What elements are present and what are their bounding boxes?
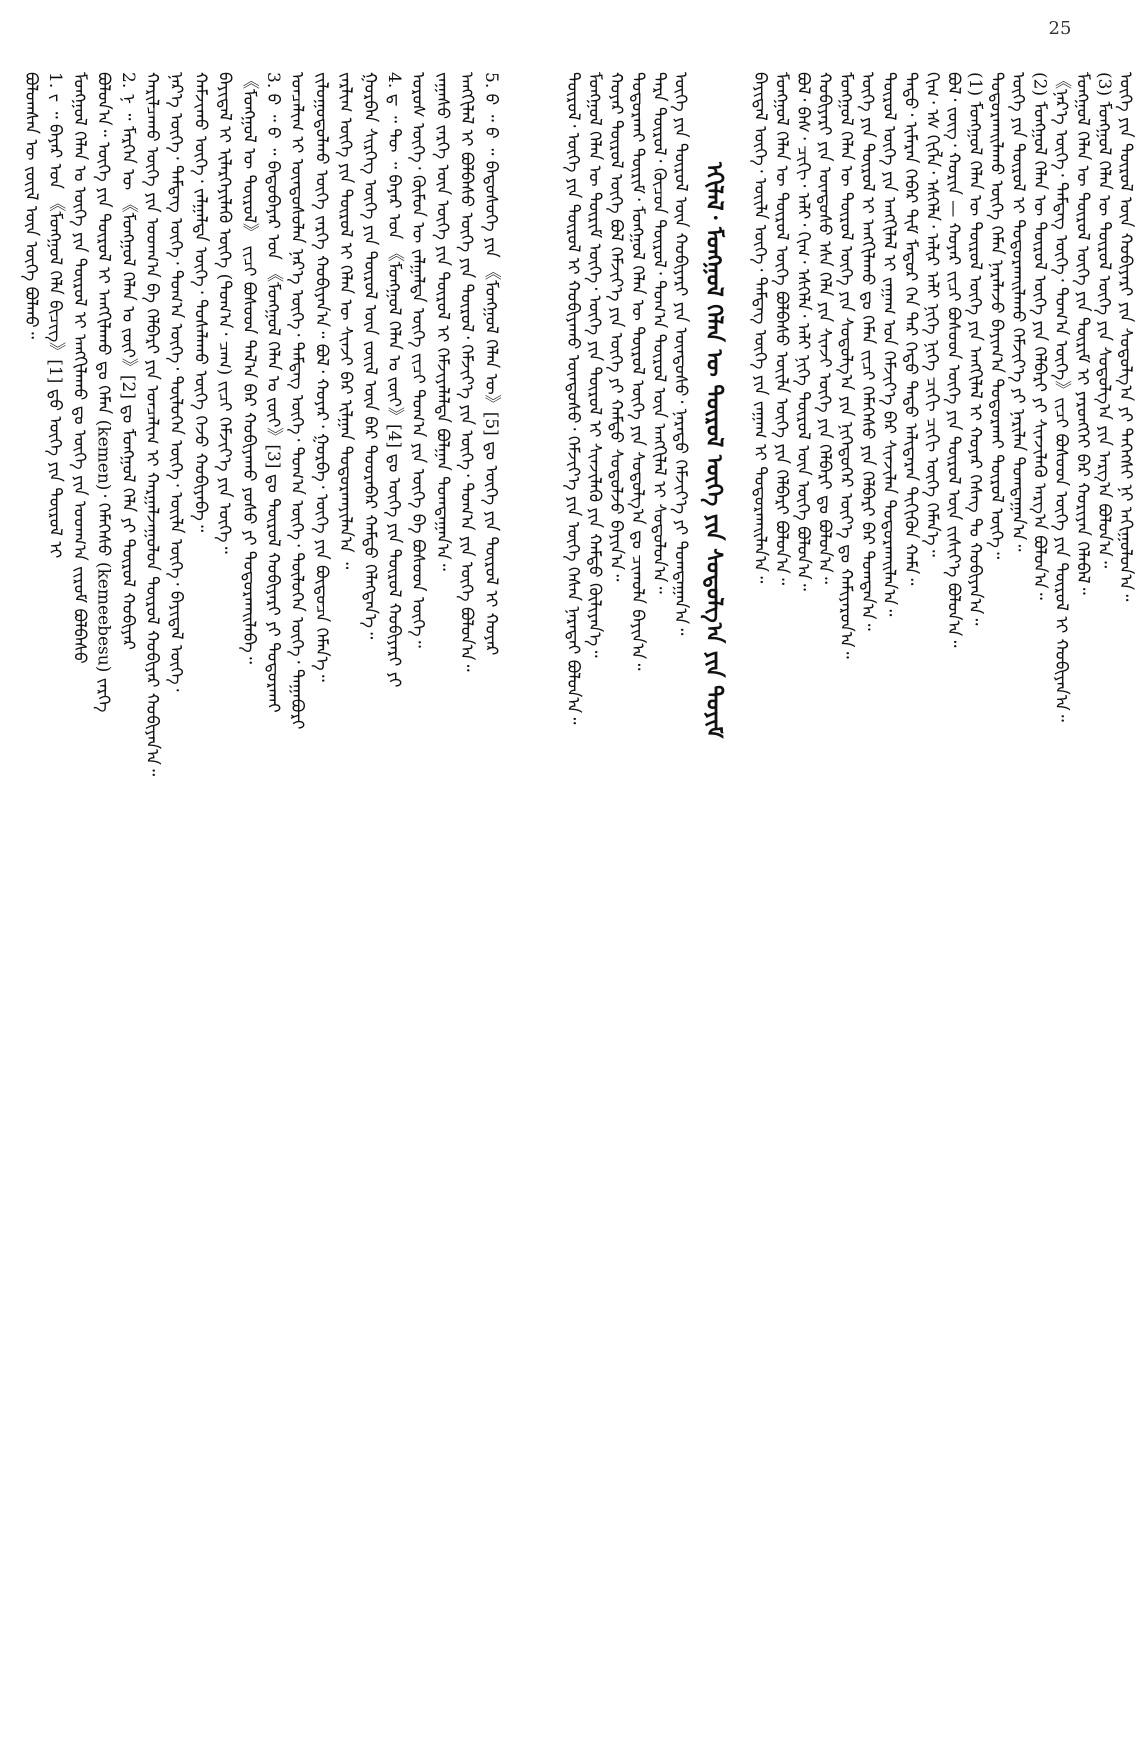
right-line: ᠪᠣᠯ᠂ ᠪᠠᠰ᠂ ᠴᠢᠭᠢ᠂ ᠠᠯᠢ᠂ ᠭᠢᠬ᠂ ᠡᠰᠭᠡᠯᠡ᠂ ᠠᠯᠢ ᠨᠢᠭᠡ ᠲᠥᠷᠥᠯ ᠦᠨ ᠦᠭᠡ ᠪᠣᠯᠤᠨ᠎ᠠ᠃	[793, 72, 813, 591]
right-line: ᠬᠤᠪᠢᠶᠠᠷᠢ ᠶᠢᠨ ᠦᠨᠳᠦᠰᠦ ᠡᠰᠡ ᠬᠡᠯᠡ ᠶᠢᠨ ᠰᠢᠨᠵᠢ ᠦᠭᠡ ᠶᠢᠨ ᠬᠡᠯᠪᠡᠷᠢ ᠳᠤ ᠪᠣᠯᠤᠨ᠎ᠠ᠃	[814, 72, 835, 584]
left-text-column	[20, 72, 520, 1662]
right-line: ᠪᠣᠯ᠂ ᠵᠦᠭ᠂ ᠬᠣᠷᠢᠨ — ᠬᠣᠶᠠᠷ ᠵᠢᠴᠢ ᠪᠤᠰᠤᠳ ᠦᠭᠡ ᠶᠢᠨ ᠲᠥᠷᠥᠯ ᠦᠨ ᠵᠢᠱᠢᠶ᠎ᠡ ᠪᠣᠯᠤᠨ᠎ᠠ᠃	[943, 72, 964, 648]
left-line: ᠠᠩᠭᠢᠯᠠᠯ ᠢ ᠪᠣᠯᠪᠠᠰᠤ ᠦᠭᠡ ᠶᠢᠨ ᠲᠥᠷᠥᠯ᠂ ᠬᠡᠮᠵᠢᠶ᠎ᠡ ᠶᠢᠨ ᠦᠭᠡ᠂ ᠲᠣᠭ᠎ᠠ ᠶᠢᠨ ᠦᠭᠡ ᠪᠣᠯᠤᠨ᠎ᠠ᠃	[456, 72, 477, 672]
left-line: ᠬᠠᠮᠵᠢᠬᠤ ᠦᠭᠡ᠂ ᠵᠠᠯᠭᠠᠯᠲᠠ ᠦᠭᠡ᠂ ᠲᠤᠰᠠᠯᠠᠬᠤ ᠦᠭᠡ ᠭᠡᠵᠦ ᠬᠤᠪᠢᠶᠠᠪᠠ᠃	[190, 72, 211, 533]
left-line: ᠭᠤᠷᠪᠠᠨ ᠰᠢᠷᠬᠡᠭ ᠦᠭᠡ ᠶᠢᠨ ᠲᠥᠷᠥᠯ ᠦᠨ ᠵᠦᠢᠯ ᠦᠨ ᠪᠠᠷ ᠳᠣᠣᠷᠠᠪᠡᠷ ᠬᠠᠮᠲᠤ ᠬᠡᠯᠡᠭᠳᠡᠨ᠎ᠡ᠃	[359, 72, 380, 640]
left-line: ᠮᠣᠩᠭᠣᠯ ᠬᠡᠯᠡᠨ ᠤ ᠦᠭᠡ ᠶᠢᠨ ᠲᠥᠷᠥᠯ ᠢ ᠠᠩᠭᠢᠯᠠᠬᠤ ᠳᠤ ᠦᠭᠡ ᠶᠢᠨ ᠤᠳᠬ᠎ᠠ ᠵᠢᠷᠤᠮ ᠪᠣᠯᠪᠠᠰᠤ	[69, 72, 90, 664]
right-line: (2) ᠮᠣᠩᠭᠣᠯ ᠬᠡᠯᠡᠨ ᠦ ᠲᠥᠷᠥᠯ ᠦᠭᠡ ᠶᠢᠨ ᠬᠡᠯᠪᠡᠷᠢ ᠶᠢ ᠰᠢᠨᠵᠢᠯᠡᠬᠦ ᠠᠷᠭ᠎ᠠ ᠪᠣᠯᠤᠨ᠎ᠠ᠃	[1029, 72, 1050, 600]
page-number: 25	[1048, 18, 1072, 39]
section-heading: ᠡᠬᠢᠯᠡᠯ᠂ ᠮᠣᠩᠭᠣᠯ ᠬᠡᠯᠡᠨ ᠦ ᠲᠥᠷᠥᠯ ᠦᠭᠡ ᠶᠢᠨ ᠰᠤᠳᠤᠯᠭ᠎ᠠ ᠶᠢᠨ ᠲᠣᠶᠢᠮ	[701, 162, 727, 739]
right-text-column	[560, 72, 1136, 1662]
left-line: 4. ᠳ ᠃ ᠲᠥ ᠃ ᠪᠠᠶᠠᠷ ᠤᠨ 《ᠮᠣᠩᠭᠣᠯ ᠬᠡᠯᠡᠨ ᠤ ᠵᠦᠢ》[4] ᠳᠤ ᠦᠭᠡ ᠶᠢᠨ ᠲᠥᠷᠥᠯ ᠬᠤᠪᠢᠶᠠᠷᠢ ᠶᠢ	[384, 72, 404, 688]
left-line: ᠣᠨᠴᠠᠯᠢᠭ ᠢ ᠦᠨᠳᠦᠰᠦᠯᠡᠨ ᠨᠡᠷ᠎ᠡ ᠦᠭᠡ᠂ ᠲᠡᠮᠳᠡᠭ ᠦᠭᠡ᠂ ᠲᠣᠭ᠎ᠠ ᠦᠭᠡ᠂ ᠲᠥᠯᠦᠭᠡᠨ ᠦᠭᠡ᠂ ᠳᠠᠭᠠᠪᠤᠷᠢ	[287, 72, 308, 730]
left-line: ᠪᠣᠯᠤᠨ᠎ᠠ᠃ ᠦᠭᠡ ᠶᠢᠨ ᠲᠥᠷᠥᠯ ᠢ ᠠᠩᠭᠢᠯᠠᠬᠤ ᠳᠤ ᠬᠡᠮᠡᠨ (kemen)᠂ ᠬᠡᠮᠡᠭᠡᠰᠦ (kemeebesu) ᠵᠡᠷᠭᠡ	[93, 72, 114, 713]
right-line: ᠭᠢᠬ᠂ ᠡᠰ ᠭᠢᠬᠯᠡ᠂ ᠡᠰᠭᠡᠯᠡ᠂ ᠠᠯᠢᠷ ᠠᠯᠢ ᠨᠢᠭᠡ ᠨᠢᠭᠡ ᠴᠢᠭᠢ ᠴᠢᠭᠢ ᠦᠭᠡ ᠬᠡᠮᠡᠨ᠎ᠡ᠃	[922, 72, 942, 557]
right-line: ᠮᠣᠩᠭᠣᠯ ᠬᠡᠯᠡᠨ ᠦ ᠲᠥᠷᠥᠯ ᠦᠭᠡ ᠪᠣᠯᠪᠠᠰᠤ ᠦᠢᠯᠡ ᠦᠭᠡ ᠶᠢᠨ ᠬᠡᠯᠪᠡᠷᠢ ᠪᠣᠯᠤᠨ᠎ᠠ᠃	[771, 72, 792, 586]
left-line: 《ᠮᠣᠩᠭᠣᠯ ᠦ ᠲᠥᠷᠥᠯ》 ᠵᠢᠴᠢ ᠪᠤᠰᠤᠳ ᠲᠠᠯ᠎ᠠ ᠪᠠᠷ ᠬᠤᠪᠢᠶᠠᠬᠤ ᠶᠤᠰᠤ ᠶᠢ ᠲᠣᠳᠤᠷᠬᠠᠢᠯᠠᠪᠠ᠃	[238, 72, 259, 664]
left-line: ᠨᠡᠷ᠎ᠡ ᠦᠭᠡ᠂ ᠲᠡᠮᠳᠡᠭ ᠦᠭᠡ᠂ ᠲᠣᠭ᠎ᠠ ᠦᠭᠡ᠂ ᠲᠥᠯᠦᠭᠡᠨ ᠦᠭᠡ᠂ ᠦᠢᠯᠡ ᠦᠭᠡ᠂ ᠪᠠᠶᠢᠳᠠᠯ ᠦᠭᠡ᠂	[166, 72, 187, 692]
right-line: ᠮᠣᠩᠭᠣᠯ ᠬᠡᠯᠡᠨ ᠦ ᠳᠦᠷᠢᠮ ᠦᠭᠡ᠂ ᠦᠭᠡ ᠶᠢᠨ ᠲᠥᠷᠥᠯ ᠢ ᠰᠢᠨᠵᠢᠯᠡᠬᠦ ᠶᠢᠨ ᠬᠠᠮᠲᠤ ᠬᠦᠯᠢᠶᠡᠨ᠎ᠡ᠃	[584, 72, 605, 658]
left-line: ᠬᠠᠷᠢᠯᠴᠠᠬᠤ ᠦᠭᠡ ᠶᠢᠨ ᠤᠳᠬ᠎ᠠ ᠪᠠ ᠬᠡᠯᠪᠡᠷᠢ ᠶᠢᠨ ᠣᠨᠴᠠᠯᠢᠭ ᠢ ᠬᠠᠷᠭᠠᠯᠵᠠᠭᠤᠯᠤᠨ ᠲᠥᠷᠥᠯ ᠬᠤᠪᠢᠶᠠᠷ ᠬᠤᠪᠢᠶᠠᠨ᠎ᠠ᠃	[142, 72, 162, 777]
right-line: 《ᠨᠡᠷ᠎ᠡ ᠦᠭᠡ᠂ ᠲᠡᠮᠳᠡᠭ ᠦᠭᠡ᠂ ᠲᠣᠭ᠎ᠠ ᠦᠭᠡ》ᠵᠢᠴᠢ ᠪᠤᠰᠤᠳ ᠦᠭᠡ ᠶᠢᠨ ᠲᠥᠷᠥᠯ ᠢ ᠬᠤᠪᠢᠶᠠᠨ᠎ᠠ᠃	[1051, 72, 1071, 722]
right-line: ᠦᠭᠡ ᠶᠢᠨ ᠲᠥᠷᠥᠯ ᠢ ᠲᠣᠳᠤᠷᠬᠠᠢᠯᠠᠬᠤ ᠬᠡᠮᠵᠢᠶ᠎ᠡ ᠶᠢ ᠨᠠᠷᠢᠯᠠᠨ ᠲᠣᠭᠲᠠᠭᠠᠨ᠎ᠠ᠃	[1008, 72, 1028, 552]
left-line: 3. ᠪ ᠃ ᠪ ᠃ ᠪᠠᠲᠤᠪᠠᠶᠠᠷ ᠤᠨ 《ᠮᠣᠩᠭᠣᠯ ᠬᠡᠯᠡᠨ ᠤ ᠵᠦᠢ》[3] ᠳᠤ ᠲᠥᠷᠥᠯ ᠬᠤᠪᠢᠶᠠᠷᠢ ᠶᠢ ᠲᠣᠳᠤᠷᠬᠠᠢ	[263, 72, 283, 713]
left-line: ᠣᠷᠣᠰ ᠦᠭᠡ᠂ ᠬᠦᠮᠦᠨ ᠦ ᠵᠠᠯᠭᠠᠯᠲᠠ ᠦᠭᠡ ᠵᠢᠴᠢ ᠲᠣᠭ᠎ᠠ ᠶᠢᠨ ᠦᠭᠡ ᠪᠠ ᠪᠤᠰᠤᠳ ᠦᠭᠡ᠃	[408, 72, 429, 648]
left-line: 5. ᠪ ᠃ ᠪ ᠃ ᠪᠠᠲᠤᠰᠦᠬᠡ ᠶᠢᠨ 《ᠮᠣᠩᠭᠣᠯ ᠬᠡᠯᠡᠨ ᠦ》[5] ᠳᠤ ᠦᠭᠡ ᠶᠢᠨ ᠲᠥᠷᠥᠯ ᠢ ᠬᠣᠶᠠᠷ	[480, 72, 501, 656]
right-line: ᠦᠭᠡ ᠶᠢᠨ ᠲᠥᠷᠥᠯ ᠢ ᠠᠩᠭᠢᠯᠠᠬᠤ ᠳᠤ ᠬᠡᠮᠡᠨ ᠵᠢᠴᠢ ᠬᠡᠮᠡᠭᠡᠰᠦ ᠶᠢᠨ ᠬᠡᠯᠪᠡᠷᠢ ᠪᠠᠷ ᠲᠣᠭᠲᠠᠨ᠎ᠠ᠃	[857, 72, 878, 631]
right-line: ᠦᠭᠡ ᠶᠢᠨ ᠲᠥᠷᠥᠯ ᠦᠨ ᠬᠤᠪᠢᠶᠠᠷᠢ ᠶᠢᠨ ᠦᠨᠳᠦᠰᠦ᠂ ᠨᠡᠷᠡᠲᠦ ᠬᠡᠮᠵᠢᠶ᠎ᠡ ᠶᠢ ᠲᠣᠭᠲᠠᠭᠠᠨ᠎ᠠ᠃	[670, 72, 691, 636]
left-line: ᠵᠠᠷᠯᠢᠭ ᠦᠭᠡ ᠶᠢᠨ ᠲᠥᠷᠥᠯ ᠢ ᠬᠡᠯᠡᠨ ᠦ ᠰᠢᠨᠵᠢ ᠪᠠᠷ ᠢᠯᠭᠠᠨ ᠲᠣᠳᠤᠷᠬᠠᠶᠢᠯᠠᠨ᠎ᠠ ᠃	[335, 72, 356, 570]
right-line: ᠲᠣᠳᠤᠷᠬᠠᠢᠯᠠᠬᠤ ᠦᠭᠡ ᠬᠡᠮᠡᠨ ᠨᠡᠷᠡᠯᠡᠵᠦ ᠪᠠᠶᠢᠭ᠎ᠠ ᠲᠣᠳᠤᠷᠬᠠᠢ ᠲᠥᠷᠥᠯ ᠦᠭᠡ᠃	[986, 72, 1007, 560]
left-line: ᠵᠠᠭᠠᠰᠤ ᠵᠡᠷᠭᠡ ᠦᠨ ᠦᠭᠡ ᠶᠢᠨ ᠲᠥᠷᠥᠯ ᠢ ᠬᠡᠮᠵᠢᠶᠡᠯᠡᠯᠲᠡ ᠪᠣᠯᠭᠠᠨ ᠲᠣᠭᠲᠠᠭᠠᠨ᠎ᠠ᠃	[432, 72, 453, 571]
right-line: ᠮᠣᠩᠭᠣᠯ ᠬᠡᠯᠡᠨ ᠦ ᠲᠥᠷᠥᠯ ᠦᠭᠡ ᠶᠢᠨ ᠳᠦᠷᠢᠮ ᠢ ᠶᠡᠷᠦᠩᠬᠡᠢ ᠪᠠᠷ ᠬᠤᠷᠢᠶᠠᠨ ᠬᠡᠯᠡᠪᠡᠯ᠃	[1072, 72, 1093, 595]
right-line: ᠮᠣᠩᠭᠣᠯ ᠬᠡᠯᠡᠨ ᠦ ᠲᠥᠷᠥᠯ ᠦᠭᠡ ᠶᠢᠨ ᠰᠤᠳᠤᠯᠭ᠎ᠠ ᠶᠢᠨ ᠨᠢᠭᠡᠳᠦᠭᠡᠷ ᠦᠶ᠎ᠡ ᠳᠤ ᠬᠠᠮᠢᠶᠠᠷᠤᠨ᠎ᠠ᠃	[836, 72, 856, 659]
right-line: ᠬᠣᠶᠠᠷ ᠲᠥᠷᠥᠯ ᠦᠭᠡ ᠪᠣᠯ ᠬᠡᠮᠵᠢᠶ᠎ᠡ ᠶᠢᠨ ᠦᠭᠡ ᠶᠢ ᠬᠠᠮᠲᠤ ᠰᠤᠳᠤᠯᠵᠤ ᠪᠠᠶᠢᠨ᠎ᠠ᠃	[606, 72, 626, 582]
right-line: ᠲᠥᠷᠥᠯ ᠦᠭᠡ ᠶᠢᠨ ᠠᠩᠭᠢᠯᠠᠯ ᠢ ᠵᠠᠭᠠᠭ ᠤᠨ ᠬᠡᠮᠵᠢᠶ᠎ᠡ ᠪᠠᠷ ᠰᠢᠨᠵᠢᠯᠡᠨ ᠲᠣᠳᠤᠷᠬᠠᠢᠯᠠᠨ᠎ᠠ᠃	[879, 72, 899, 617]
right-line: ᠲᠥᠷᠥᠯ᠂ ᠦᠭᠡ ᠶᠢᠨ ᠲᠥᠷᠥᠯ ᠢ ᠬᠤᠪᠢᠶᠠᠬᠤ ᠦᠨᠳᠦᠰᠦ᠂ ᠬᠡᠮᠵᠢᠶ᠎ᠡ ᠶᠢᠨ ᠦᠭᠡ ᠭᠡᠰᠡᠨ ᠨᠡᠷᠡᠲᠡᠢ ᠪᠣᠯᠤᠨ᠎ᠠ᠃	[563, 72, 583, 725]
left-line: ᠪᠠᠶᠢᠳᠠᠯ ᠢ ᠢᠯᠡᠷᠬᠡᠶᠢᠯᠡᠬᠦ ᠦᠭᠡ (ᠲᠣᠭ᠎ᠠ᠂ ᠴᠠᠭ) ᠵᠢᠴᠢ ᠬᠡᠮᠵᠢᠶ᠎ᠡ ᠶᠢᠨ ᠦᠭᠡ᠃	[214, 72, 235, 554]
right-line: (3) ᠮᠣᠩᠭᠣᠯ ᠬᠡᠯᠡᠨ ᠦ ᠲᠥᠷᠥᠯ ᠦᠭᠡ ᠶᠢᠨ ᠰᠤᠳᠤᠯᠭ᠎ᠠ ᠶᠢᠨ ᠠᠷᠭ᠎ᠠ ᠪᠣᠯᠤᠨ᠎ᠠ᠃	[1094, 72, 1114, 569]
left-line: 1. ᠶ᠋ ᠃ ᠪᠠᠶᠠᠷ ᠤᠨ 《ᠮᠣᠩᠭᠣᠯ ᠬᠡᠯᠡ ᠪᠢᠴᠢᠭ》[1] ᠳ᠋ᠤ ᠦᠭᠡ ᠶᠢᠨ ᠲᠥᠷᠥᠯ ᠢ	[45, 72, 66, 559]
right-line: (1) ᠮᠣᠩᠭᠣᠯ ᠬᠡᠯᠡᠨ ᠦ ᠲᠥᠷᠥᠯ ᠦᠭᠡ ᠶᠢᠨ ᠠᠩᠭᠢᠯᠠᠯ ᠢ ᠬᠣᠶᠠᠷ ᠬᠡᠰᠡᠭ ᠲᠤ ᠬᠤᠪᠢᠶᠠᠨ᠎ᠠ᠃	[965, 72, 985, 626]
right-line: ᠲᠡᠳᠦ᠂ ᠢᠮᠠᠷᠠᠨ ᠬᠡᠪᠡᠷ ᠲᠢᠮ ᠮᠡᠲᠦᠷ ᠬᠡᠨ ᠲᠡᠷ ᠬᠡᠳᠦ ᠲᠡᠳᠦ ᠠᠯᠢᠳᠠᠷᠠᠨ ᠲᠢᠭᠢᠭᠦᠨ ᠬᠠᠮᠠ᠃	[900, 72, 921, 586]
left-line: ᠵᠢᠯᠣᠭᠣᠳᠤᠯᠬᠤ ᠦᠭᠡ ᠵᠡᠷᠭᠡ ᠬᠤᠪᠢᠶᠠᠨ᠎ᠠ᠃ ᠪᠣᠯ᠂ ᠬᠣᠶᠠᠷ᠂ ᠭᠤᠷᠪᠠ᠂ ᠦᠭᠡ ᠶᠢᠨ ᠪᠦᠲᠦᠴᠡ ᠬᠡᠮᠡᠨ᠎ᠡ᠃	[311, 72, 332, 682]
left-line: ᠪᠣᠯᠤᠭᠰᠠᠨ ᠦ ᠵᠦᠢᠯ ᠦᠨ ᠦᠭᠡ ᠪᠣᠯᠬᠤ᠃	[21, 72, 41, 339]
right-line: ᠲᠣᠳᠤᠷᠬᠠᠢ ᠳᠦᠷᠢᠮ᠂ ᠮᠣᠩᠭᠣᠯ ᠬᠡᠯᠡᠨ ᠦ ᠲᠥᠷᠥᠯ ᠦᠭᠡ ᠶᠢᠨ ᠰᠤᠳᠤᠯᠭ᠎ᠠ ᠳᠤ ᠴᠢᠬᠤᠯᠠ ᠪᠠᠶᠢᠨ᠎ᠠ᠃	[627, 72, 648, 671]
left-line: 2. ᠨ ᠃ ᠮᠡᠷᠭᠡᠨ ᠦ 《ᠮᠣᠩᠭᠣᠯ ᠬᠡᠯᠡᠨ ᠤ ᠵᠦᠢ》[2] ᠳᠤ ᠮᠣᠩᠭᠣᠯ ᠬᠡᠯᠡ ᠶᠢ ᠲᠥᠷᠥᠯ ᠬᠤᠪᠢᠶᠠᠷ	[117, 72, 138, 650]
right-line: ᠪᠠᠶᠢᠳᠠᠯ ᠦᠭᠡ᠂ ᠦᠢᠯᠡ ᠦᠭᠡ᠂ ᠲᠡᠮᠳᠡᠭ ᠦᠭᠡ ᠶᠢᠨ ᠵᠠᠭᠠᠭ ᠢ ᠲᠣᠳᠤᠷᠬᠠᠢᠯᠠᠨ᠎ᠠ᠃	[750, 72, 770, 584]
right-line: ᠦᠭᠡ ᠶᠢᠨ ᠲᠥᠷᠥᠯ ᠦᠨ ᠬᠤᠪᠢᠶᠠᠷᠢ ᠶᠢᠨ ᠰᠤᠳᠤᠯᠭ᠎ᠠ ᠶᠢ ᠳᠡᠭᠡᠭᠰᠢ ᠨᠢ ᠠᠬᠢᠭᠤᠯᠤᠨ᠎ᠠ᠃	[1115, 72, 1136, 602]
right-line: ᠳᠡᠷᠡ ᠲᠥᠷᠥᠯ᠂ ᠬᠦᠴᠦᠨ ᠲᠥᠷᠥᠯ᠂ ᠲᠣᠭ᠎ᠠ ᠲᠥᠷᠥᠯ ᠦᠨ ᠠᠩᠭᠢᠯᠠᠯ ᠢ ᠰᠤᠳᠤᠯᠤᠨ᠎ᠠ᠃	[649, 72, 669, 594]
